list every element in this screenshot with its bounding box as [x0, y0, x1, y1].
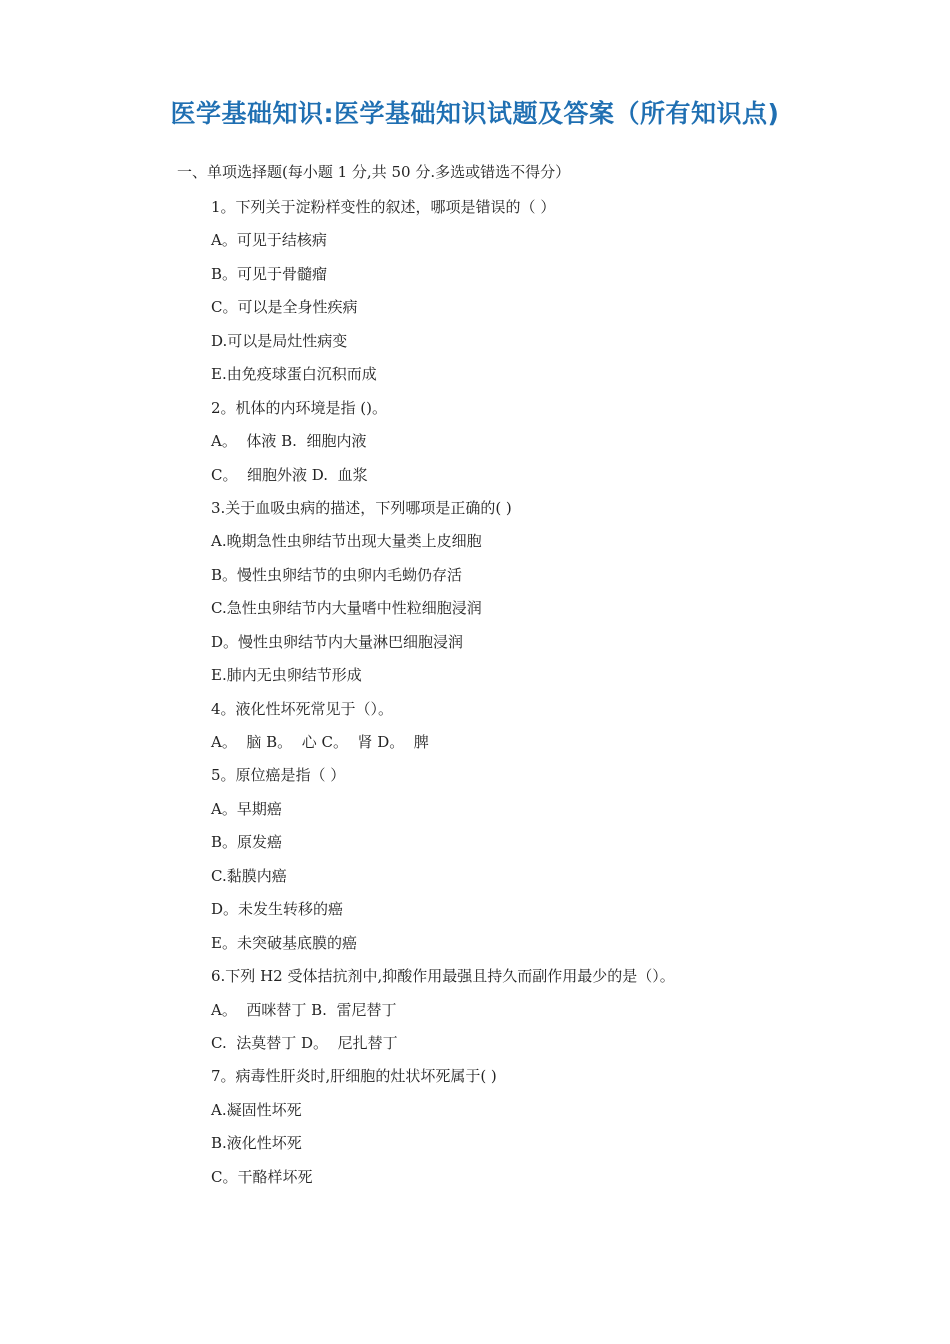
question-line: B。原发癌: [211, 833, 283, 852]
question-line: C。 细胞外液 D. 血浆: [211, 465, 368, 484]
question-line: E。未突破基底膜的癌: [211, 933, 357, 952]
question-line: 4。液化性坏死常见于（）。: [211, 699, 394, 718]
question-line: A.凝固性坏死: [211, 1100, 302, 1119]
question-line: A。 西咪替丁 B. 雷尼替丁: [211, 1000, 397, 1019]
question-line: C。可以是全身性疾病: [211, 298, 358, 317]
section-heading: 一、单项选择题(每小题 1 分,共 50 分.多选或错选不得分）: [177, 163, 571, 181]
question-line: C.黏膜内癌: [211, 866, 287, 885]
question-line: A.晚期急性虫卵结节出现大量类上皮细胞: [211, 532, 482, 551]
question-line: A。可见于结核病: [211, 231, 327, 250]
question-line: 5。原位癌是指（ ）: [211, 766, 346, 785]
question-list: [211, 195, 911, 1198]
question-line: B。可见于骨髓瘤: [211, 264, 328, 283]
question-line: 3.关于血吸虫病的描述，下列哪项是正确的( ): [211, 498, 512, 517]
question-line: D。慢性虫卵结节内大量淋巴细胞浸润: [211, 632, 464, 651]
question-line: A。 脑 B。 心 C。 肾 D。 脾: [211, 733, 429, 751]
question-line: 7。病毒性肝炎时,肝细胞的灶状坏死属于( ): [211, 1067, 497, 1086]
question-line: A。早期癌: [211, 799, 282, 818]
question-line: 1。下列关于淀粉样变性的叙述，哪项是错误的（ ）: [211, 198, 556, 216]
question-line: D.可以是局灶性病变: [211, 331, 348, 350]
question-line: A。 体液 B. 细胞内液: [211, 432, 367, 451]
question-line: D。未发生转移的癌: [211, 900, 344, 919]
question-line: C。干酪样坏死: [211, 1167, 313, 1186]
document-title: 医学基础知识:医学基础知识试题及答案（所有知识点): [170, 99, 780, 128]
question-line: E.肺内无虫卵结节形成: [211, 666, 362, 685]
question-line: 6.下列 H2 受体拮抗剂中,抑酸作用最强且持久而副作用最少的是（）。: [211, 967, 675, 986]
question-line: C. 法莫替丁 D。 尼扎替丁: [211, 1033, 398, 1052]
question-line: 2。机体的内环境是指 ()。: [211, 398, 388, 417]
question-line: B.液化性坏死: [211, 1134, 302, 1153]
question-line: C.急性虫卵结节内大量嗜中性粒细胞浸润: [211, 599, 482, 618]
question-line: E.由免疫球蛋白沉积而成: [211, 365, 377, 384]
question-line: B。慢性虫卵结节的虫卵内毛蚴仍存活: [211, 565, 463, 584]
